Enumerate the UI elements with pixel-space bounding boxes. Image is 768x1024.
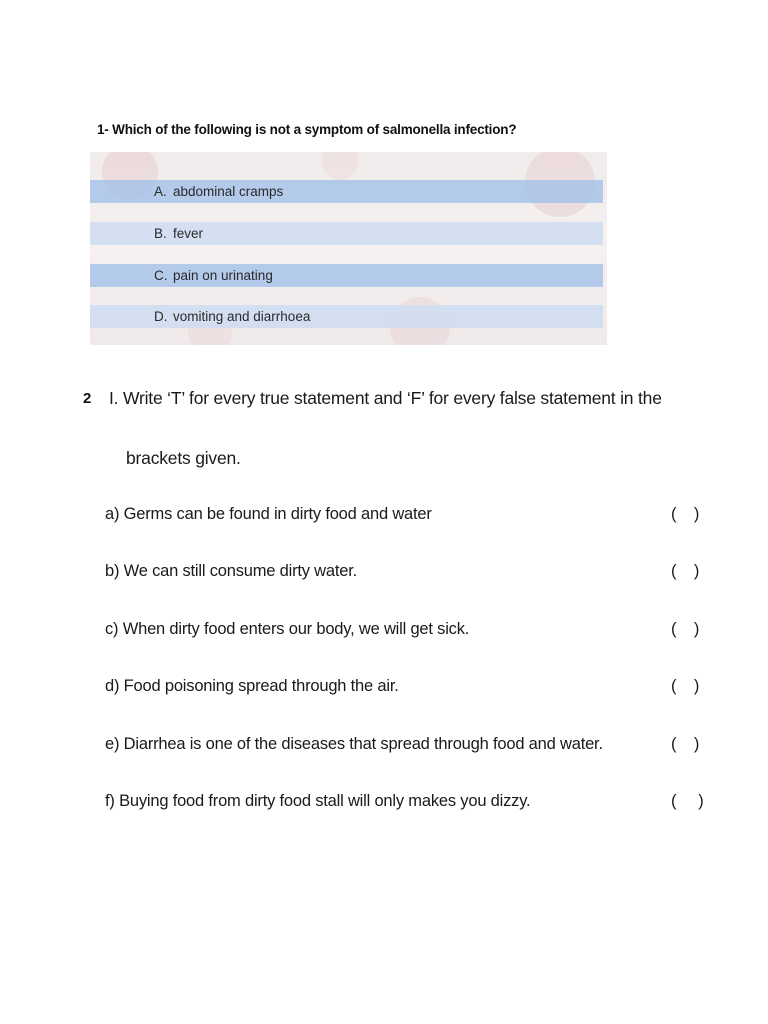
statement-b-answer-bracket[interactable]: ( ) bbox=[671, 562, 700, 580]
statement-c-answer-bracket[interactable]: ( ) bbox=[671, 620, 700, 638]
option-b-letter: B. bbox=[154, 226, 167, 241]
statement-b-text: b) We can still consume dirty water. bbox=[105, 562, 358, 580]
option-b[interactable] bbox=[90, 222, 603, 245]
question-2-instruction-line-1: I. Write ‘T’ for every true statement and ‘F’ for every false statement in the bbox=[109, 388, 662, 408]
option-c-letter: C. bbox=[154, 268, 168, 283]
statement-d-text: d) Food poisoning spread through the air. bbox=[105, 677, 399, 695]
statement-e-text: e) Diarrhea is one of the diseases that spread through food and water. bbox=[105, 735, 603, 753]
option-a-letter: A. bbox=[154, 184, 167, 199]
option-d[interactable] bbox=[90, 305, 603, 328]
statement-c-text: c) When dirty food enters our body, we will get sick. bbox=[105, 620, 470, 638]
option-d-letter: D. bbox=[154, 309, 168, 324]
statement-c bbox=[105, 620, 715, 642]
statement-d bbox=[105, 677, 715, 699]
statement-e-answer-bracket[interactable]: ( ) bbox=[671, 735, 700, 753]
question-1-options-panel bbox=[90, 152, 607, 345]
statement-f bbox=[105, 792, 715, 814]
statement-b bbox=[105, 562, 715, 584]
statement-f-text: f) Buying food from dirty food stall will only makes you dizzy. bbox=[105, 792, 531, 810]
statement-f-answer-bracket[interactable]: ( ) bbox=[671, 792, 704, 810]
option-d-text: vomiting and diarrhoea bbox=[173, 309, 311, 324]
statement-e bbox=[105, 735, 715, 757]
statement-a bbox=[105, 505, 715, 527]
option-c-text: pain on urinating bbox=[173, 268, 273, 283]
option-a-text: abdominal cramps bbox=[173, 184, 284, 199]
option-c[interactable] bbox=[90, 264, 603, 287]
question-2-number: 2 bbox=[83, 390, 92, 407]
option-a[interactable] bbox=[90, 180, 603, 203]
question-2-instruction-line-2: brackets given. bbox=[126, 448, 241, 468]
question-1-title: 1- Which of the following is not a symptom of salmonella infection? bbox=[97, 122, 517, 137]
statement-d-answer-bracket[interactable]: ( ) bbox=[671, 677, 700, 695]
option-b-text: fever bbox=[173, 226, 204, 241]
statement-a-answer-bracket[interactable]: ( ) bbox=[671, 505, 700, 523]
statement-a-text: a) Germs can be found in dirty food and water bbox=[105, 505, 432, 523]
